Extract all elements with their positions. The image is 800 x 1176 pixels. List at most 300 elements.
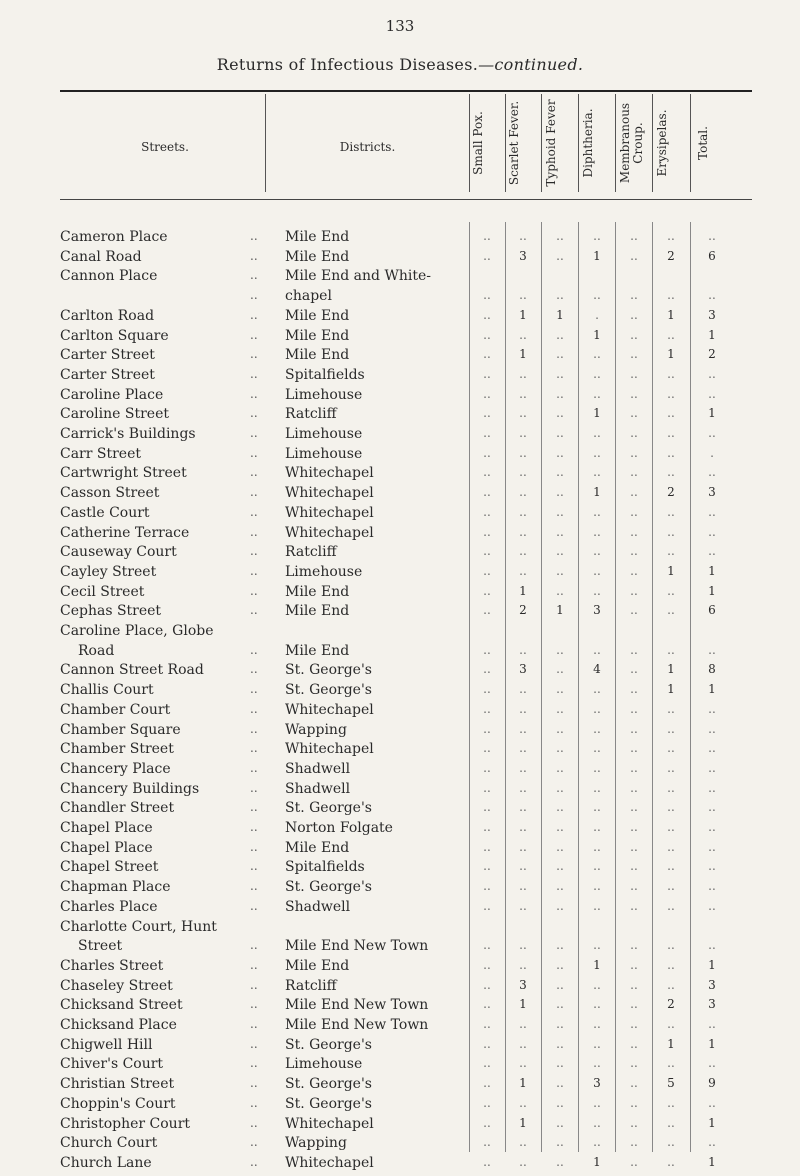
street-name: Chiver's Court — [60, 1056, 164, 1073]
count-cell: .. — [593, 465, 601, 480]
column-rule — [265, 94, 266, 192]
district-name: Ratcliff — [285, 406, 337, 423]
street-leader-dots: .. — [250, 760, 258, 775]
street-name: Church Court — [60, 1135, 158, 1152]
count-cell: .. — [630, 327, 638, 342]
street-leader-dots: .. — [250, 406, 258, 421]
count-cell: .. — [708, 741, 716, 756]
count-cell: . — [595, 307, 599, 322]
count-cell: 3 — [708, 977, 716, 992]
count-cell: 1 — [593, 248, 601, 263]
count-cell: .. — [708, 1056, 716, 1071]
count-cell: .. — [519, 544, 527, 559]
count-cell: 1 — [519, 1076, 527, 1091]
count-cell: .. — [556, 1115, 564, 1130]
count-cell: .. — [630, 1135, 638, 1150]
count-cell: .. — [556, 544, 564, 559]
count-cell: 2 — [667, 485, 675, 500]
table-row — [0, 741, 800, 762]
district-name: Spitalfields — [285, 859, 365, 876]
count-cell: .. — [630, 347, 638, 362]
count-cell: .. — [667, 1095, 675, 1110]
count-cell: .. — [556, 682, 564, 697]
count-cell: 2 — [519, 603, 527, 618]
count-cell: .. — [483, 366, 491, 381]
table-row — [0, 662, 800, 683]
table-row — [0, 347, 800, 368]
count-cell: .. — [483, 839, 491, 854]
street-leader-dots: .. — [250, 327, 258, 342]
count-cell: .. — [630, 563, 638, 578]
count-cell: 3 — [708, 997, 716, 1012]
count-cell: .. — [708, 839, 716, 854]
street-name: Castle Court — [60, 504, 150, 521]
count-cell: .. — [708, 465, 716, 480]
table-row — [0, 722, 800, 743]
count-cell: .. — [519, 701, 527, 716]
street-leader-dots: .. — [250, 977, 258, 992]
column-rule — [541, 94, 542, 192]
count-cell: 6 — [708, 603, 716, 618]
street-leader-dots: .. — [250, 248, 258, 263]
count-cell: .. — [708, 701, 716, 716]
count-cell: .. — [667, 1154, 675, 1169]
count-cell: .. — [667, 504, 675, 519]
count-cell: .. — [667, 859, 675, 874]
table-row — [0, 446, 800, 467]
count-cell: .. — [556, 524, 564, 539]
street-leader-dots: .. — [250, 1056, 258, 1071]
district-name: Mile End New Town — [285, 997, 429, 1014]
count-cell: .. — [556, 859, 564, 874]
count-cell: .. — [519, 957, 527, 972]
count-cell: 9 — [708, 1076, 716, 1091]
count-cell: 1 — [593, 406, 601, 421]
count-cell: .. — [667, 741, 675, 756]
street-leader-dots: .. — [250, 268, 258, 283]
count-cell: .. — [630, 938, 638, 953]
street-name: Chapel Place — [60, 839, 153, 856]
count-cell: .. — [593, 504, 601, 519]
count-cell: .. — [593, 366, 601, 381]
count-cell: .. — [630, 820, 638, 834]
table-row — [0, 840, 800, 861]
street-name: Chicksand Place — [60, 1017, 177, 1033]
count-cell: .. — [630, 445, 638, 460]
count-cell: .. — [483, 524, 491, 539]
count-cell: 2 — [667, 997, 675, 1012]
count-cell: .. — [483, 780, 491, 795]
count-cell: .. — [519, 465, 527, 480]
street-name: Casson Street — [60, 485, 160, 502]
street-leader-dots: .. — [250, 1115, 258, 1130]
count-cell: .. — [593, 879, 601, 894]
count-cell: .. — [630, 898, 638, 913]
street-leader-dots: .. — [250, 721, 258, 736]
count-cell: .. — [667, 1056, 675, 1071]
count-cell: .. — [630, 248, 638, 263]
street-name: Christopher Court — [60, 1115, 191, 1132]
table-row — [0, 958, 800, 979]
count-cell: .. — [630, 839, 638, 854]
street-name: Catherine Terrace — [60, 524, 190, 541]
street-leader-dots: .. — [250, 997, 258, 1012]
count-cell: .. — [630, 1056, 638, 1071]
column-rule — [652, 94, 653, 192]
street-name: Chaseley Street — [60, 977, 173, 994]
count-cell: .. — [519, 563, 527, 578]
table-row — [0, 1096, 800, 1117]
table-row — [0, 308, 800, 329]
street-leader-dots: .. — [250, 524, 258, 539]
count-cell: 3 — [593, 1076, 601, 1091]
street-name: Chancery Buildings — [60, 780, 200, 797]
count-cell: .. — [667, 1017, 675, 1031]
count-cell: 3 — [519, 662, 527, 677]
district-name: Mile End New Town — [285, 1017, 429, 1033]
district-name: Limehouse — [285, 426, 363, 442]
count-cell: .. — [556, 1095, 564, 1110]
count-cell: .. — [519, 327, 527, 342]
count-cell: .. — [519, 485, 527, 500]
count-cell: .. — [556, 406, 564, 421]
table-row — [0, 406, 800, 427]
count-cell: .. — [483, 1095, 491, 1110]
street-name: Chapel Street — [60, 859, 159, 876]
count-cell: .. — [483, 879, 491, 894]
district-name: Wapping — [285, 721, 347, 738]
count-cell: .. — [630, 1115, 638, 1130]
count-cell: 1 — [708, 583, 716, 598]
count-cell: .. — [630, 760, 638, 775]
count-cell: .. — [483, 859, 491, 874]
table-row — [0, 682, 800, 703]
street-leader-dots: .. — [250, 642, 258, 657]
district-name: Limehouse — [285, 445, 363, 462]
table-row — [0, 544, 800, 565]
street-leader-dots: .. — [250, 307, 258, 322]
count-cell: .. — [519, 1154, 527, 1169]
count-cell: .. — [483, 347, 491, 362]
count-cell: .. — [519, 938, 527, 953]
table-row — [0, 859, 800, 880]
count-cell: .. — [519, 760, 527, 775]
count-cell: .. — [556, 327, 564, 342]
count-cell: 3 — [708, 307, 716, 322]
count-cell: 1 — [667, 563, 675, 578]
count-cell: .. — [556, 977, 564, 992]
count-cell: .. — [593, 642, 601, 657]
district-name: Norton Folgate — [285, 820, 393, 836]
count-cell: .. — [630, 1095, 638, 1110]
count-cell: .. — [593, 1036, 601, 1051]
count-cell: .. — [667, 426, 675, 440]
count-cell: .. — [556, 701, 564, 716]
table-row — [0, 328, 800, 349]
count-cell: 1 — [667, 1036, 675, 1051]
district-name: Mile End — [285, 839, 350, 856]
street-leader-dots: .. — [250, 288, 258, 303]
district-name: Shadwell — [285, 780, 351, 797]
count-cell: .. — [593, 229, 601, 243]
count-cell: .. — [630, 780, 638, 795]
count-cell: .. — [519, 406, 527, 421]
district-name: St. George's — [285, 662, 372, 679]
count-cell: .. — [483, 603, 491, 618]
count-cell: .. — [556, 662, 564, 677]
street-name: Chandler Street — [60, 800, 175, 817]
page-title — [0, 55, 800, 74]
street-leader-dots: .. — [250, 366, 258, 381]
count-cell: .. — [593, 760, 601, 775]
count-cell: .. — [483, 386, 491, 401]
count-cell: .. — [483, 583, 491, 598]
district-name: St. George's — [285, 879, 372, 896]
count-cell: .. — [667, 820, 675, 834]
count-cell: .. — [483, 760, 491, 775]
count-cell: .. — [667, 879, 675, 894]
count-cell: .. — [483, 682, 491, 697]
count-cell: .. — [483, 1056, 491, 1071]
count-cell: .. — [630, 465, 638, 480]
street-leader-dots: .. — [250, 583, 258, 598]
count-cell: .. — [519, 445, 527, 460]
count-cell: .. — [667, 957, 675, 972]
count-cell: .. — [483, 898, 491, 913]
count-cell: .. — [630, 800, 638, 815]
count-cell: .. — [519, 642, 527, 657]
count-cell: .. — [593, 445, 601, 460]
count-cell: .. — [593, 859, 601, 874]
table-row — [0, 229, 800, 250]
count-cell: .. — [667, 1135, 675, 1150]
count-cell: .. — [556, 366, 564, 381]
count-cell: .. — [483, 288, 491, 303]
count-cell: .. — [593, 741, 601, 756]
street-leader-dots: .. — [250, 465, 258, 480]
count-cell: .. — [519, 1095, 527, 1110]
count-cell: .. — [593, 544, 601, 559]
count-cell: .. — [708, 898, 716, 913]
column-rule — [505, 94, 506, 192]
count-cell: .. — [667, 977, 675, 992]
count-cell: .. — [593, 997, 601, 1012]
count-cell: .. — [667, 642, 675, 657]
street-leader-dots: .. — [250, 563, 258, 578]
count-cell: .. — [483, 820, 491, 834]
column-header: Erysipelas. — [655, 109, 669, 177]
count-cell: 1 — [708, 327, 716, 342]
count-cell: .. — [483, 406, 491, 421]
count-cell: .. — [519, 1056, 527, 1071]
count-cell: .. — [556, 347, 564, 362]
count-cell: .. — [708, 1135, 716, 1150]
count-cell: .. — [630, 307, 638, 322]
count-cell: .. — [556, 820, 564, 834]
table-row — [0, 1076, 800, 1097]
count-cell: .. — [483, 465, 491, 480]
count-cell: .. — [519, 504, 527, 519]
table-row — [0, 485, 800, 506]
table-row — [0, 505, 800, 526]
count-cell: .. — [593, 1017, 601, 1031]
district-name: Spitalfields — [285, 366, 365, 383]
count-cell: .. — [556, 938, 564, 953]
street-name: Street — [78, 938, 123, 955]
count-cell: .. — [483, 1076, 491, 1091]
street-name: Chapman Place — [60, 879, 171, 896]
table-row — [0, 1056, 800, 1077]
page-number: 133 — [385, 17, 415, 35]
count-cell: .. — [556, 583, 564, 598]
count-cell: .. — [556, 1056, 564, 1071]
count-cell: 3 — [519, 248, 527, 263]
street-leader-dots: .. — [250, 800, 258, 815]
count-cell: .. — [483, 485, 491, 500]
count-cell: .. — [708, 879, 716, 894]
district-name: Ratcliff — [285, 977, 337, 994]
count-cell: .. — [593, 1135, 601, 1150]
count-cell: 1 — [708, 1036, 716, 1051]
street-leader-dots: .. — [250, 1076, 258, 1091]
table-row — [0, 781, 800, 802]
count-cell: .. — [630, 386, 638, 401]
count-cell: 4 — [593, 662, 601, 677]
district-name: Limehouse — [285, 1056, 363, 1073]
district-name: St. George's — [285, 800, 372, 817]
count-cell: .. — [667, 544, 675, 559]
street-leader-dots: .. — [250, 426, 258, 440]
street-leader-dots: .. — [250, 898, 258, 913]
count-cell: .. — [630, 366, 638, 381]
street-name: Carr Street — [60, 445, 141, 462]
column-rule — [690, 94, 691, 192]
count-cell: .. — [708, 1017, 716, 1031]
count-cell: .. — [593, 386, 601, 401]
count-cell: .. — [593, 288, 601, 303]
count-cell: .. — [708, 859, 716, 874]
count-cell: .. — [708, 1095, 716, 1110]
count-cell: .. — [483, 445, 491, 460]
count-cell: .. — [667, 386, 675, 401]
count-cell: .. — [519, 879, 527, 894]
count-cell: .. — [519, 721, 527, 736]
count-cell: .. — [593, 583, 601, 598]
count-cell: .. — [556, 721, 564, 736]
street-name: Carlton Road — [60, 307, 155, 324]
street-name: Chicksand Street — [60, 997, 183, 1014]
table-row — [0, 465, 800, 486]
count-cell: .. — [519, 426, 527, 440]
table-row — [0, 879, 800, 900]
count-cell: .. — [519, 682, 527, 697]
street-name: Caroline Street — [60, 406, 169, 423]
street-leader-dots: .. — [250, 1154, 258, 1169]
table-row — [0, 1155, 800, 1176]
count-cell: .. — [519, 1017, 527, 1031]
count-cell: .. — [519, 780, 527, 795]
street-leader-dots: .. — [250, 1036, 258, 1051]
count-cell: .. — [483, 938, 491, 953]
count-cell: 1 — [519, 997, 527, 1012]
street-name: Church Lane — [60, 1154, 152, 1171]
table-row — [0, 387, 800, 408]
count-cell: .. — [630, 957, 638, 972]
count-cell: .. — [519, 386, 527, 401]
count-cell: .. — [556, 465, 564, 480]
count-cell: .. — [483, 741, 491, 756]
count-cell: 1 — [519, 307, 527, 322]
count-cell: .. — [667, 721, 675, 736]
district-name: Mile End — [285, 327, 350, 344]
district-name: Limehouse — [285, 563, 363, 580]
count-cell: .. — [519, 820, 527, 834]
count-cell: .. — [630, 485, 638, 500]
count-cell: .. — [708, 426, 716, 440]
street-leader-dots: .. — [250, 780, 258, 795]
count-cell: .. — [519, 859, 527, 874]
count-cell: 1 — [593, 327, 601, 342]
street-name: Chapel Place — [60, 820, 153, 836]
count-cell: .. — [556, 957, 564, 972]
street-leader-dots: .. — [250, 485, 258, 500]
count-cell: .. — [483, 504, 491, 519]
street-name: Caroline Place, Globe — [60, 623, 214, 639]
count-cell: .. — [667, 839, 675, 854]
count-cell: .. — [593, 898, 601, 913]
count-cell: .. — [556, 248, 564, 263]
count-cell: .. — [593, 800, 601, 815]
count-cell: .. — [556, 642, 564, 657]
header-streets: Streets. — [141, 140, 189, 154]
count-cell: .. — [483, 1017, 491, 1031]
count-cell: .. — [667, 780, 675, 795]
count-cell: .. — [708, 386, 716, 401]
district-name: chapel — [285, 288, 332, 305]
street-name: Cannon Place — [60, 268, 158, 285]
district-name: Whitechapel — [285, 465, 374, 482]
count-cell: .. — [593, 347, 601, 362]
count-cell: .. — [593, 524, 601, 539]
count-cell: .. — [556, 741, 564, 756]
count-cell: 8 — [708, 662, 716, 677]
column-header: Typhoid Fever — [544, 99, 558, 187]
street-name: Carter Street — [60, 366, 155, 383]
count-cell: .. — [519, 1135, 527, 1150]
street-leader-dots: .. — [250, 682, 258, 697]
street-name: Christian Street — [60, 1076, 175, 1093]
count-cell: .. — [630, 642, 638, 657]
count-cell: .. — [667, 583, 675, 598]
street-name: Cartwright Street — [60, 465, 187, 482]
count-cell: .. — [556, 426, 564, 440]
table-row — [0, 1135, 800, 1156]
count-cell: .. — [593, 721, 601, 736]
count-cell: .. — [630, 741, 638, 756]
table-row — [0, 997, 800, 1018]
count-cell: .. — [667, 229, 675, 243]
street-leader-dots: .. — [250, 1135, 258, 1150]
count-cell: .. — [708, 938, 716, 953]
count-cell: .. — [667, 800, 675, 815]
district-name: Whitechapel — [285, 485, 374, 502]
count-cell: .. — [630, 504, 638, 519]
count-cell: .. — [708, 820, 716, 834]
street-leader-dots: .. — [250, 1095, 258, 1110]
table-row — [0, 820, 800, 841]
count-cell: . — [710, 445, 714, 460]
table-row — [0, 643, 800, 664]
